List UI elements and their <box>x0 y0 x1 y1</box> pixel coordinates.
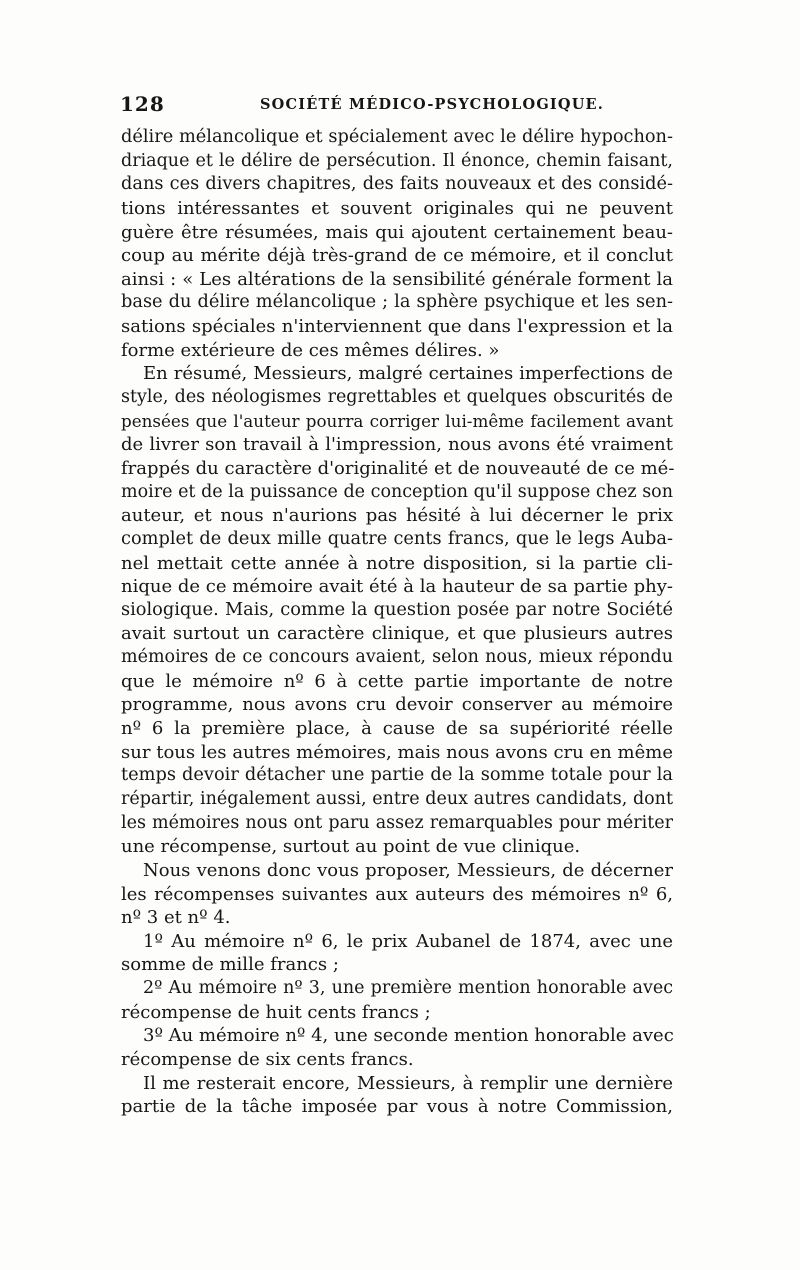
text-line: dans ces divers chapitres, des faits nouveaux et des considé- <box>121 174 673 195</box>
text-line: style, des néologismes regrettables et quelques obscurités de <box>121 387 673 408</box>
text-line: que le mémoire nº 6 à cette partie importante de notre <box>121 670 673 692</box>
text-line: les récompenses suivantes aux auteurs des mémoires nº 6, <box>121 883 673 905</box>
text-line: guère être résumées, mais qui ajoutent certainement beau- <box>121 221 673 243</box>
text-line: partie de la tâche imposée par vous à notre Commission, <box>121 1096 673 1118</box>
text-line: tions intéressantes et souvent originales qui ne peuvent <box>121 197 673 219</box>
text-line: les mémoires nous ont paru assez remarquables pour mériter <box>121 812 673 833</box>
text-line: forme extérieure de ces mêmes délires. » <box>121 339 500 361</box>
text-line: sations spéciales n'interviennent que dans l'expression et la <box>121 316 673 338</box>
text-line: avait surtout un caractère clinique, et que plusieurs autres <box>121 623 673 645</box>
text-line: complet de deux mille quatre cents francs, que le legs Auba- <box>121 528 673 549</box>
text-line: temps devoir détacher une partie de la somme totale pour la <box>121 765 673 786</box>
text-line: Il me resterait encore, Messieurs, à remplir une dernière <box>143 1072 673 1094</box>
text-line: 1º Au mémoire nº 6, le prix Aubanel de 1874, avec une <box>143 930 673 952</box>
text-line: nº 6 la première place, à cause de sa supériorité réelle <box>121 718 673 740</box>
text-line: 3º Au mémoire nº 4, une seconde mention honorable avec <box>143 1025 674 1047</box>
text-line: coup au mérite déjà très-grand de ce mémoire, et il conclut <box>121 245 673 267</box>
text-line: nel mettait cette année à notre disposition, si la partie cli- <box>121 552 673 574</box>
text-line: ainsi : « Les altérations de la sensibilité générale forment la <box>121 268 673 290</box>
text-line: sur tous les autres mémoires, mais nous avons cru en même <box>121 741 673 763</box>
text-line: mémoires de ce concours avaient, selon nous, mieux répondu <box>121 647 673 668</box>
text-line: En résumé, Messieurs, malgré certaines imperfections de <box>143 363 673 385</box>
text-line: délire mélancolique et spécialement avec le délire hypochon- <box>121 127 673 147</box>
text-line: pensées que l'auteur pourra corriger lui-même facilement avant <box>121 410 673 431</box>
text-line: programme, nous avons cru devoir conserver au mémoire <box>121 694 673 716</box>
text-line: auteur, et nous n'aurions pas hésité à lui décerner le prix <box>121 505 673 527</box>
page-header <box>120 92 680 118</box>
running-head: SOCIÉTÉ MÉDICO-PSYCHOLOGIQUE. <box>260 96 605 113</box>
text-line: moire et de la puissance de conception qu'il suppose chez son <box>121 481 673 502</box>
text-line: base du délire mélancolique ; la sphère psychique et les sen- <box>121 292 673 313</box>
body-text <box>121 126 673 1119</box>
text-line: Nous venons donc vous proposer, Messieurs, de décerner <box>143 859 673 881</box>
text-line: répartir, inégalement aussi, entre deux autres candidats, dont <box>121 788 673 809</box>
text-line: frappés du caractère d'originalité et de nouveauté de ce mé- <box>121 457 675 479</box>
text-line: siologique. Mais, comme la question posée par notre Société <box>121 599 673 620</box>
text-line: une récompense, surtout au point de vue clinique. <box>121 836 581 858</box>
text-line: récompense de six cents francs. <box>121 1048 414 1070</box>
text-line: somme de mille francs ; <box>121 954 339 976</box>
text-line: récompense de huit cents francs ; <box>121 1001 431 1023</box>
page-number: 128 <box>120 92 165 116</box>
text-line: nique de ce mémoire avait été à la hauteur de sa partie phy- <box>121 576 673 598</box>
text-line: nº 3 et nº 4. <box>121 907 231 929</box>
text-line: de livrer son travail à l'impression, nous avons été vraiment <box>121 434 673 456</box>
text-line: driaque et le délire de persécution. Il énonce, chemin faisant, <box>121 150 673 171</box>
text-line: 2º Au mémoire nº 3, une première mention honorable avec <box>143 978 673 999</box>
